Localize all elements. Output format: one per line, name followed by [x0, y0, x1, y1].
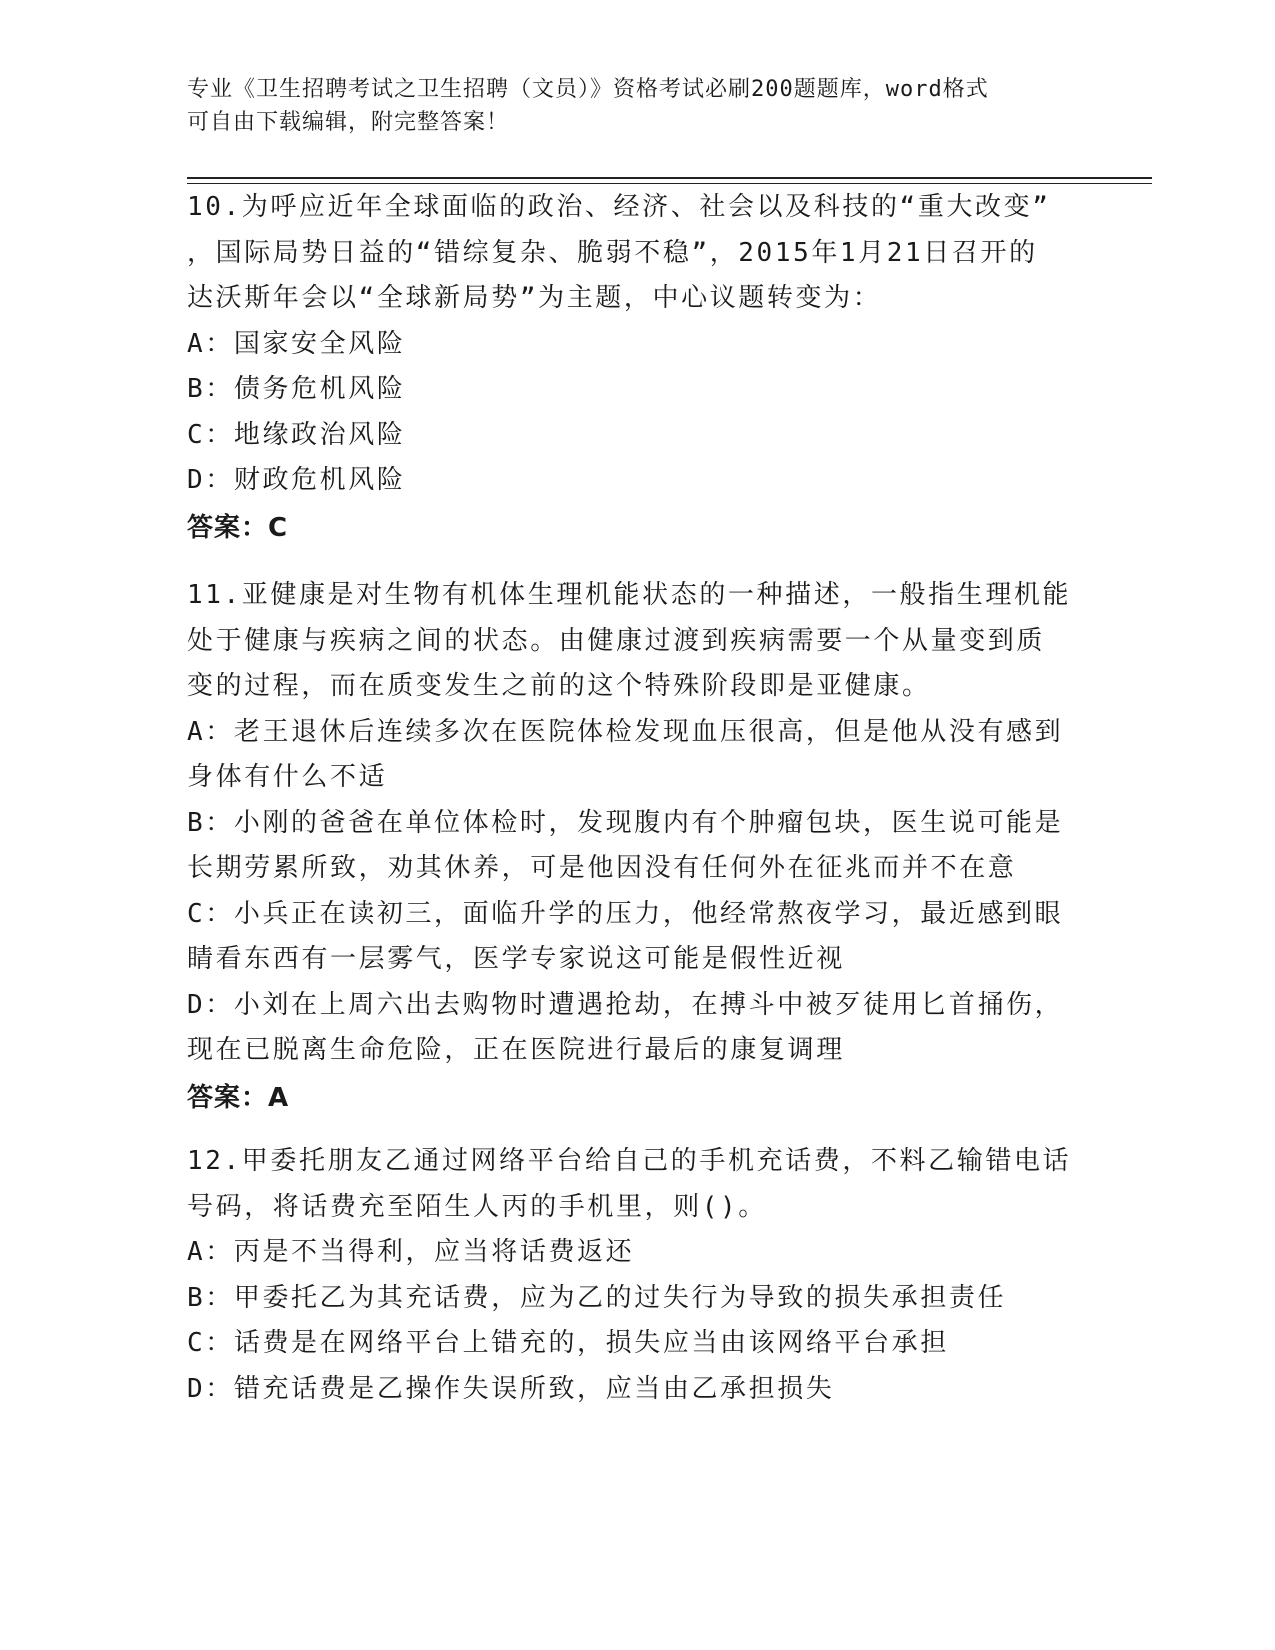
option-c: C：话费是在网络平台上错充的，损失应当由该网络平台承担: [187, 1328, 949, 1358]
question-11: [187, 573, 1087, 1121]
header-line-1: 专业《卫生招聘考试之卫生招聘（文员）》资格考试必刷200题题库，word格式: [187, 77, 989, 102]
option-c: C：地缘政治风险: [187, 419, 406, 450]
option-b: B：债务危机风险: [187, 374, 406, 404]
option-a-continued: 身体有什么不适: [187, 762, 388, 792]
option-c-continued: 睛看东西有一层雾气，医学专家说这可能是假性近视: [187, 944, 845, 974]
option-b: B：小刚的爸爸在单位体检时，发现腹内有个肿瘤包块，医生说可能是: [187, 807, 1064, 838]
question-stem-line: 处于健康与疾病之间的状态。由健康过渡到疾病需要一个从量变到质: [187, 625, 1046, 656]
document-header: [187, 73, 1087, 139]
question-stem-line: 10.为呼应近年全球面临的政治、经济、社会以及科技的“重大改变”: [187, 192, 1051, 222]
option-b: B：甲委托乙为其充话费，应为乙的过失行为导致的损失承担责任: [187, 1282, 1007, 1313]
question-stem-line: 达沃斯年会以“全球新局势”为主题，中心议题转变为：: [187, 283, 882, 313]
option-b-continued: 长期劳累所致，劝其休养，可是他因没有任何外在征兆而并不在意: [187, 853, 1017, 883]
question-stem-line: 号码，将话费充至陌生人丙的手机里，则()。: [187, 1191, 767, 1222]
header-line-2: 可自由下载编辑，附完整答案！: [187, 110, 510, 135]
question-10: [187, 185, 1087, 551]
option-a: A：国家安全风险: [187, 328, 406, 359]
option-d-continued: 现在已脱离生命危险，正在医院进行最后的康复调理: [187, 1035, 845, 1065]
option-a: A：老王退休后连续多次在医院体检发现血压很高，但是他从没有感到: [187, 716, 1064, 747]
question-stem-line: 12.甲委托朋友乙通过网络平台给自己的手机充话费，不料乙输错电话: [187, 1146, 1072, 1176]
question-stem-line: 11.亚健康是对生物有机体生理机能状态的一种描述，一般指生理机能: [187, 580, 1072, 610]
question-stem-line: ，国际局势日益的“错综复杂、脆弱不稳”，2015年1月21日召开的: [187, 237, 1038, 268]
option-d: D：错充话费是乙操作失误所致，应当由乙承担损失: [187, 1373, 835, 1404]
option-c: C：小兵正在读初三，面临升学的压力，他经常熬夜学习，最近感到眼: [187, 898, 1064, 929]
header-rule-thick: [187, 177, 1152, 179]
option-a: A：丙是不当得利，应当将话费返还: [187, 1237, 635, 1267]
question-12: [187, 1139, 1087, 1412]
header-rule-thin: [187, 183, 1152, 184]
answer-label: 答案：A: [187, 1082, 290, 1113]
option-d: D：小刘在上周六出去购物时遭遇抢劫，在搏斗中被歹徒用匕首捅伤，: [187, 989, 1064, 1020]
option-d: D：财政危机风险: [187, 465, 406, 495]
answer-label: 答案：C: [187, 512, 289, 543]
question-stem-line: 变的过程，而在质变发生之前的这个特殊阶段即是亚健康。: [187, 671, 931, 701]
